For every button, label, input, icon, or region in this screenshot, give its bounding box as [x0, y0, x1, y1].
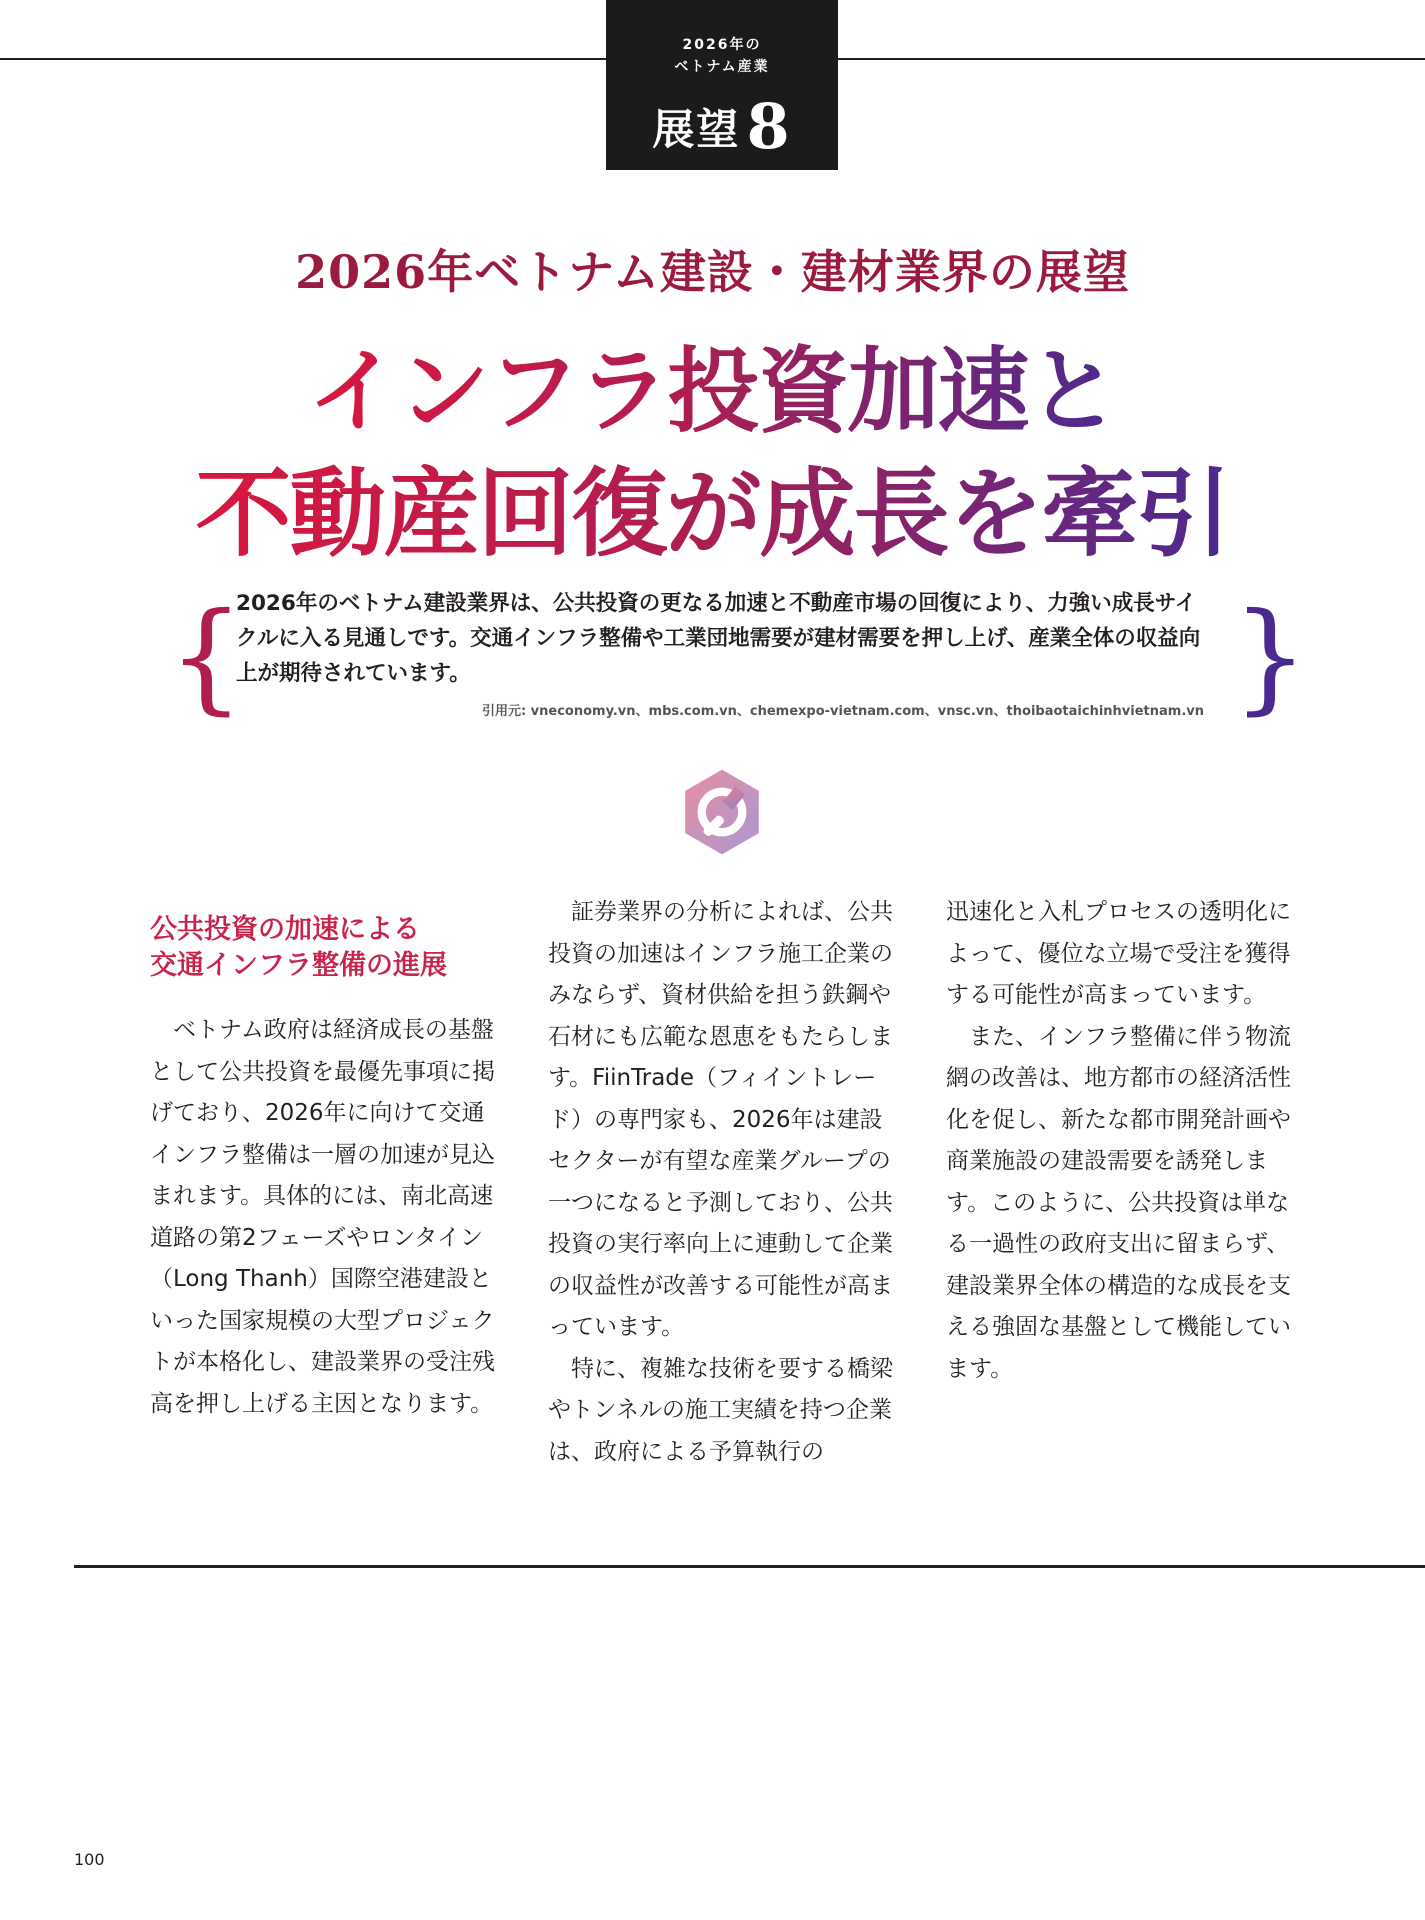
page-number: 100 — [74, 1850, 105, 1869]
section-badge — [606, 0, 838, 170]
wrench-hexagon-icon — [676, 766, 768, 858]
body-paragraph: 証券業界の分析によれば、公共投資の加速はインフラ施工企業のみならず、資材供給を担う鉄鋼や石材にも広範な恩恵をもたらします。FiinTrade（フィイントレード）の専門家も、2026年は建設セクターが有望な産業グループの一つになると予測しており、公共投資の実行率向上に連動して企業の収益性が改善する可能性が高まっています。 — [548, 899, 893, 1340]
headline-line1 — [0, 318, 1425, 450]
bottom-rule — [74, 1565, 1425, 1568]
left-brace-ornament: { — [168, 588, 245, 727]
source-citation: 引用元: vneconomy.vn、mbs.com.vn、chemexpo-vietnam.com、vnsc.vn、thoibaotaichinhvietnam.vn — [481, 704, 1204, 719]
section-heading — [150, 912, 498, 984]
section-heading-line2: 交通インフラ整備の進展 — [150, 950, 447, 981]
kicker-title: 2026年ベトナム建設・建材業界の展望 — [295, 245, 1130, 299]
column-1 — [150, 892, 498, 1425]
badge-label-line1: 2026年の — [682, 37, 762, 53]
body-paragraph: 迅速化と入札プロセスの透明化によって、優位な立場で受注を獲得する可能性が高まっています。 — [946, 899, 1291, 1008]
badge-title-text: 展望 — [652, 105, 741, 154]
body-paragraph: ベトナム政府は経済成長の基盤として公共投資を最優先事項に掲げており、2026年に向けて交通インフラ整備は一層の加速が見込まれます。具体的には、南北高速道路の第2フェーズやロンタイン（Long Thanh）国際空港建設といった国家規模の大型プロジェクトが本格化し、建設業界の受注残高を押し上げる主因となります。 — [150, 1017, 495, 1417]
body-paragraph: また、インフラ整備に伴う物流網の改善は、地方都市の経済活性化を促し、新たな都市開発計画や商業施設の建設需要を誘発します。このように、公共投資は単なる一過性の政府支出に留まらず、建設業界全体の構造的な成長を支える強固な基盤として機能しています。 — [946, 1023, 1291, 1382]
column-3 — [946, 892, 1294, 1390]
right-brace-ornament: } — [1232, 588, 1309, 727]
badge-title — [606, 90, 838, 163]
badge-number: 8 — [746, 90, 792, 163]
headline-line2 — [0, 438, 1425, 575]
headline-line1-text: インフラ投資加速と — [307, 338, 1118, 445]
body-paragraph: 特に、複雑な技術を要する橋梁やトンネルの施工実績を持つ企業は、政府による予算執行の — [548, 1355, 893, 1465]
lead-paragraph: 2026年のベトナム建設業界は、公共投資の更なる加速と不動産市場の回復により、力強い成長サイクルに入る見通しです。交通インフラ整備や工業団地需要が建材需要を押し上げ、産業全体の収益向上が期待されています。 — [236, 591, 1201, 686]
badge-label-line2: ベトナム産業 — [674, 59, 770, 75]
column-2 — [548, 892, 896, 1473]
section-heading-line1: 公共投資の加速による — [150, 914, 420, 945]
headline-line2-text: 不動産回復が成長を牽引 — [195, 458, 1230, 570]
